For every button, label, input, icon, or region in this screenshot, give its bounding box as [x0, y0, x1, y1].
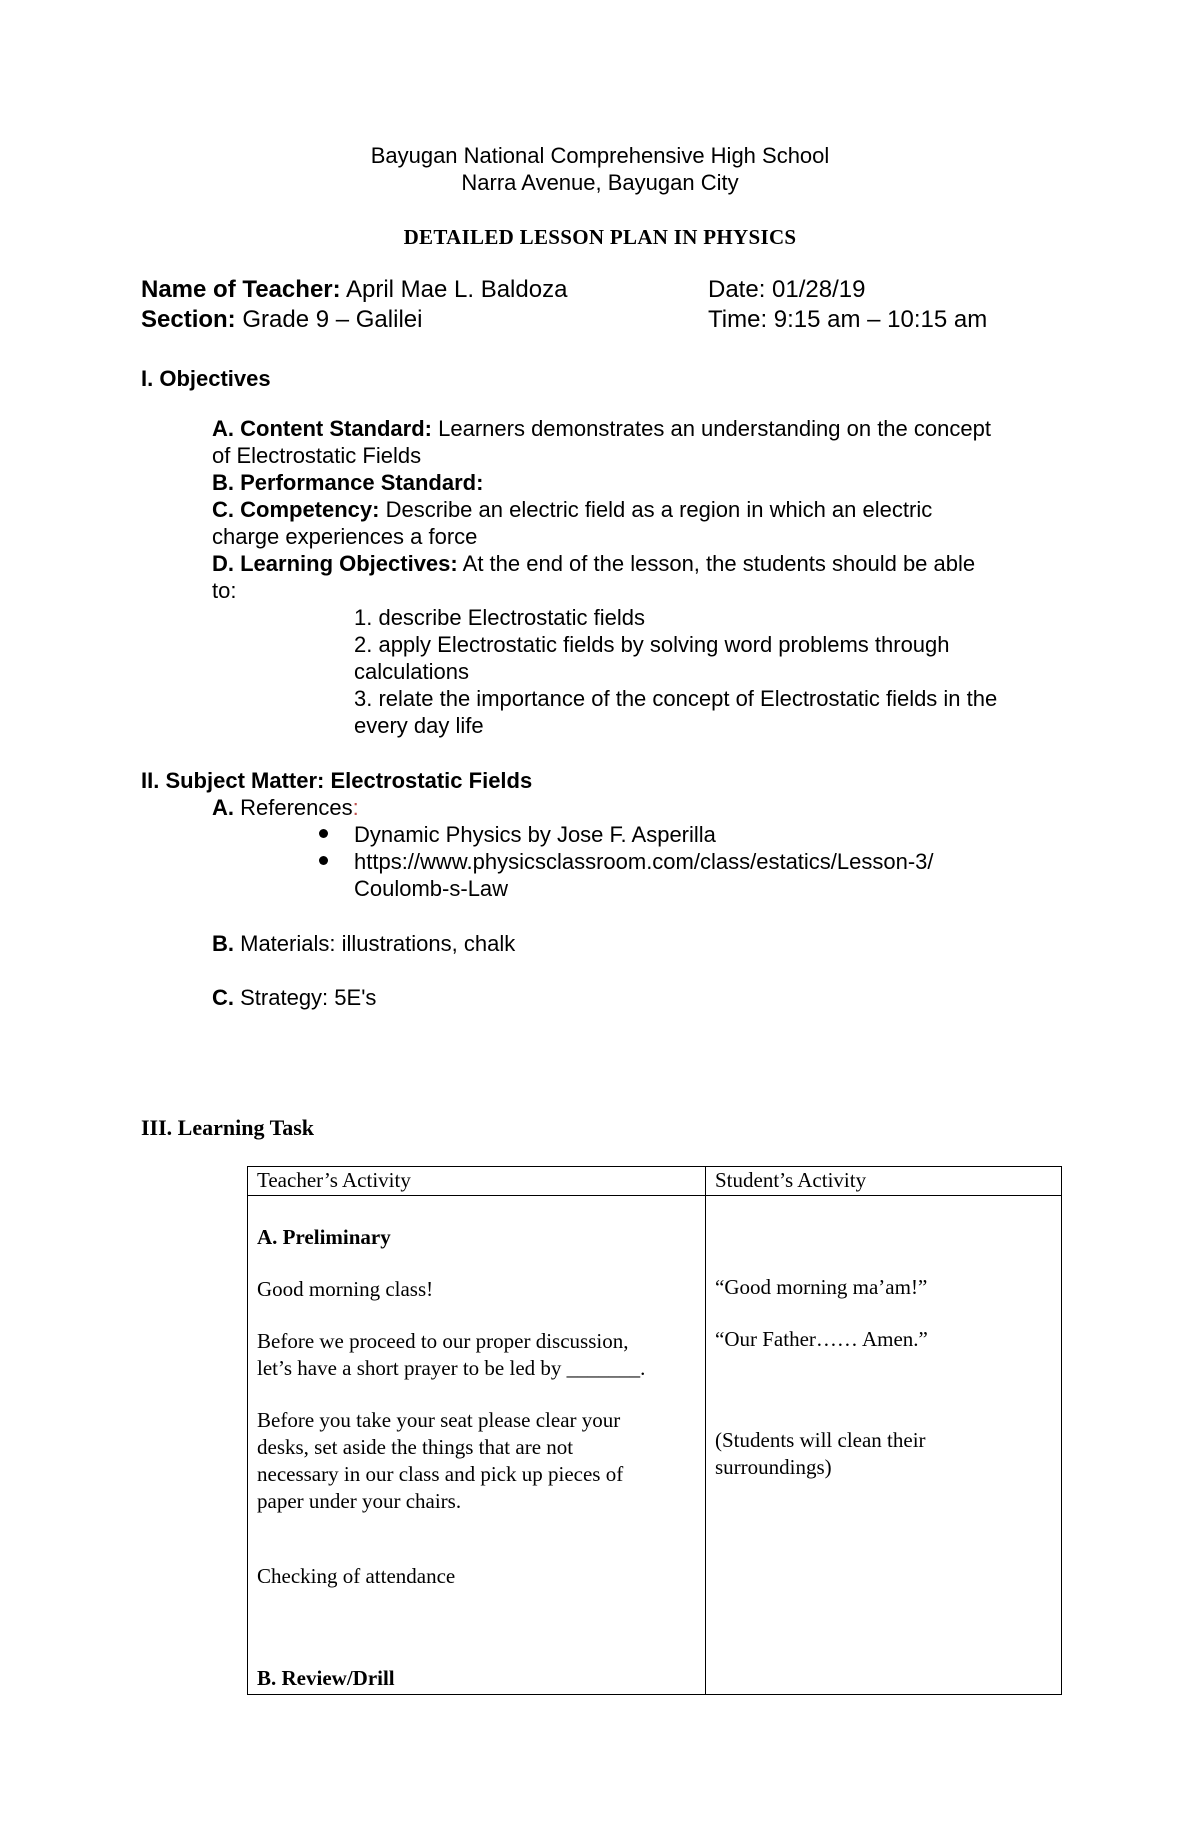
student-clean-cont: surroundings) — [715, 1455, 832, 1479]
date-label: Date: — [708, 276, 766, 303]
learning-objectives-label: D. Learning Objectives: — [212, 551, 458, 576]
references-letter: A. — [212, 795, 234, 820]
review-drill-heading: B. Review/Drill — [257, 1666, 395, 1690]
table-row — [248, 1196, 1062, 1695]
references-text: References — [240, 795, 353, 820]
time-label: Time: — [708, 306, 768, 333]
student-clean: (Students will clean their — [715, 1428, 926, 1452]
teacher-name: April Mae L. Baldoza — [345, 276, 568, 303]
objectives-heading: I. Objectives — [141, 366, 271, 391]
competency-text-cont: charge experiences a force — [212, 524, 478, 549]
document-title: DETAILED LESSON PLAN IN PHYSICS — [403, 225, 797, 249]
learning-objectives-text: At the end of the lesson, the students should be able — [462, 551, 976, 576]
table-header-row — [248, 1167, 1062, 1196]
school-name: Bayugan National Comprehensive High School — [370, 143, 830, 168]
teacher-clean-cont: desks, set aside the things that are not — [257, 1435, 574, 1459]
section-value: Grade 9 – Galilei — [242, 306, 423, 333]
bullet-icon — [319, 829, 328, 838]
preliminary-heading: A. Preliminary — [257, 1225, 391, 1249]
references-colon: : — [352, 795, 359, 820]
learning-task-heading: III. Learning Task — [141, 1115, 315, 1140]
objective-item: 1. describe Electrostatic fields — [354, 605, 646, 630]
reference-item: Dynamic Physics by Jose F. Asperilla — [354, 822, 716, 847]
materials — [212, 930, 515, 957]
reference-link-cont[interactable]: Coulomb-s-Law — [354, 876, 509, 901]
teacher-activity-header: Teacher’s Activity — [257, 1168, 411, 1192]
school-address: Narra Avenue, Bayugan City — [461, 170, 739, 195]
teacher-activity-cell — [248, 1196, 706, 1695]
content-standard-text-cont: of Electrostatic Fields — [212, 443, 422, 468]
competency-text: Describe an electric field as a region in which an electric — [385, 497, 933, 522]
learning-objectives — [212, 550, 975, 577]
date-value: 01/28/19 — [772, 276, 866, 303]
objective-item-cont: calculations — [354, 659, 469, 684]
teacher-clean: Before you take your seat please clear your — [257, 1408, 621, 1432]
objective-item: 3. relate the importance of the concept of Electrostatic fields in the — [354, 686, 998, 711]
subject-matter-heading: II. Subject Matter: Electrostatic Fields — [141, 768, 533, 793]
teacher-clean-cont: necessary in our class and pick up pieces of — [257, 1462, 624, 1486]
materials-text: Materials: illustrations, chalk — [240, 931, 516, 956]
time-value: 9:15 am – 10:15 am — [773, 306, 988, 333]
content-standard-text: Learners demonstrates an understanding on the concept — [438, 416, 991, 441]
student-activity-header: Student’s Activity — [715, 1168, 867, 1192]
teacher-line — [141, 275, 567, 305]
teacher-attendance: Checking of attendance — [257, 1564, 456, 1588]
competency — [212, 496, 932, 523]
performance-standard-label: B. Performance Standard: — [212, 470, 484, 495]
learning-objectives-text-cont: to: — [212, 578, 237, 603]
content-standard — [212, 415, 991, 442]
date-line — [708, 275, 865, 305]
teacher-prayer: Before we proceed to our proper discussion, — [257, 1329, 629, 1353]
teacher-activity-header-cell — [248, 1167, 706, 1196]
teacher-greeting: Good morning class! — [257, 1277, 434, 1301]
objective-item: 2. apply Electrostatic fields by solving word problems through — [354, 632, 950, 657]
teacher-label: Name of Teacher: — [141, 276, 341, 303]
student-prayer: “Our Father…… Amen.” — [715, 1327, 928, 1351]
student-activity-cell — [706, 1196, 1062, 1695]
time-line — [708, 305, 987, 335]
materials-letter: B. — [212, 931, 234, 956]
reference-link[interactable]: https://www.physicsclassroom.com/class/estatics/Lesson-3/ — [354, 849, 934, 874]
learning-task-table — [247, 1166, 1062, 1695]
teacher-clean-cont: paper under your chairs. — [257, 1489, 462, 1513]
section-line — [141, 305, 422, 335]
references-label — [212, 794, 359, 821]
strategy — [212, 984, 376, 1011]
competency-label: C. Competency: — [212, 497, 380, 522]
strategy-text: Strategy: 5E's — [240, 985, 377, 1010]
student-greeting: “Good morning ma’am!” — [715, 1275, 928, 1299]
objective-item-cont: every day life — [354, 713, 484, 738]
strategy-letter: C. — [212, 985, 234, 1010]
section-label: Section: — [141, 306, 236, 333]
bullet-icon — [319, 856, 328, 865]
student-activity-header-cell — [706, 1167, 1062, 1196]
teacher-prayer-cont: let’s have a short prayer to be led by _______. — [257, 1356, 646, 1380]
content-standard-label: A. Content Standard: — [212, 416, 432, 441]
